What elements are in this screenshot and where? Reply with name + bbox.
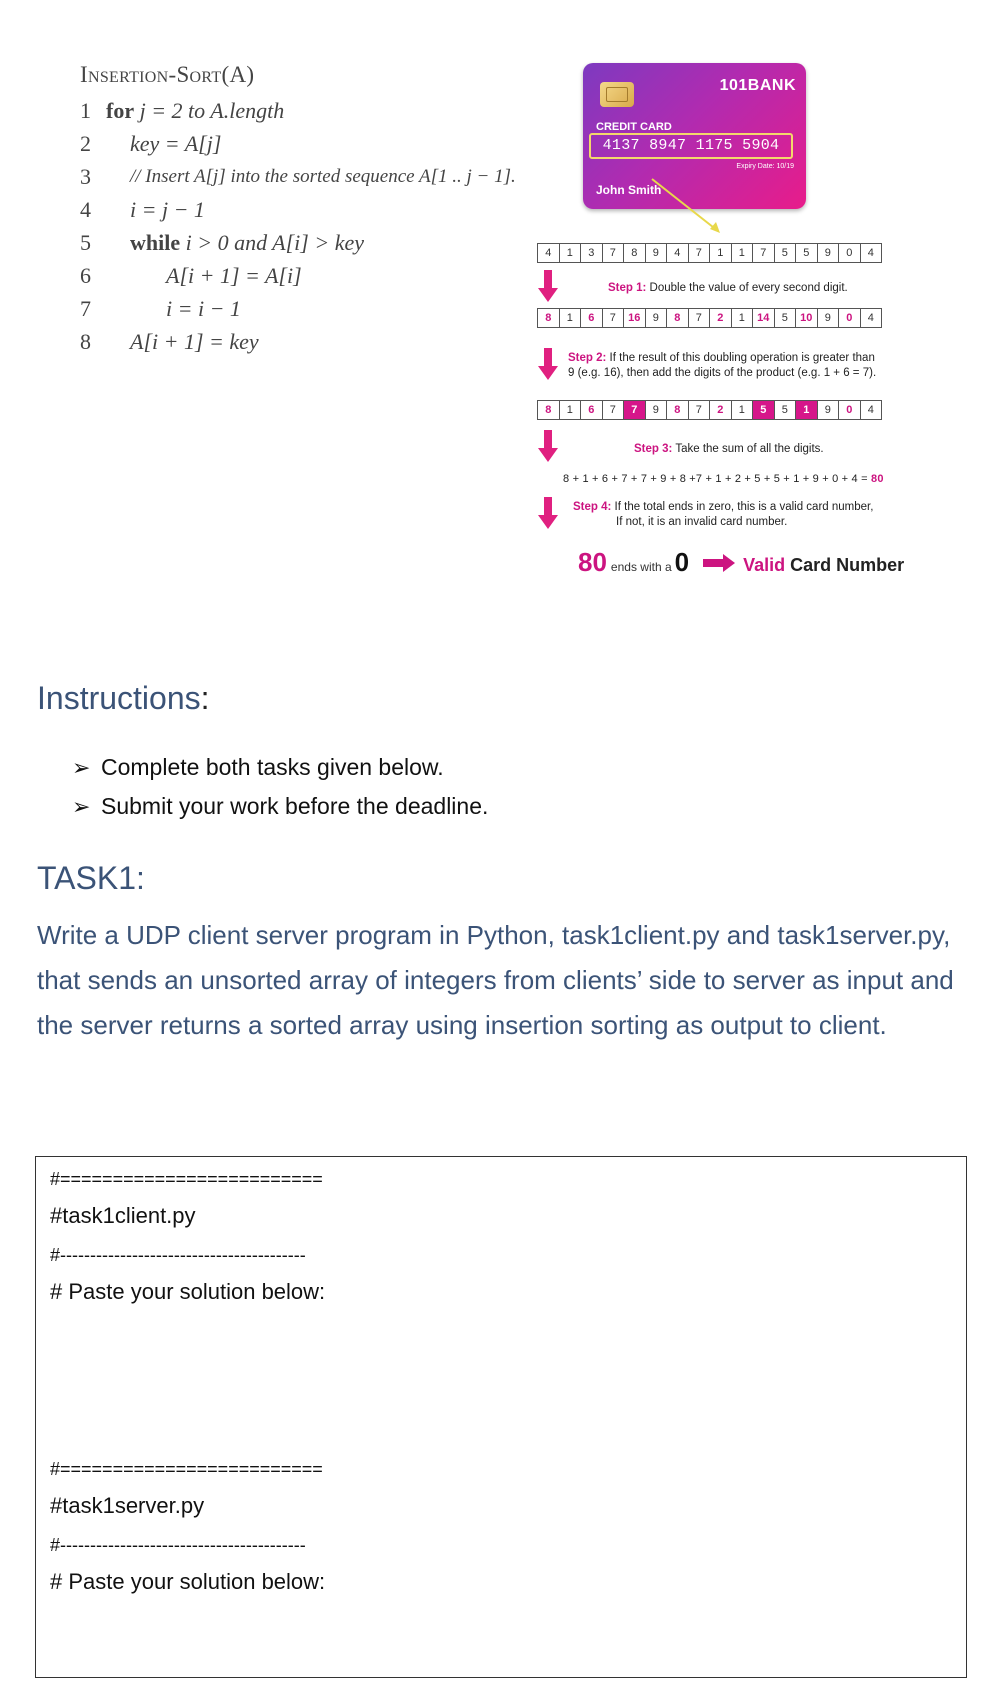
digit-cell: 6 [580,308,603,328]
step1-text: Step 1: Double the value of every second digit. [608,282,848,294]
digit-cell: 8 [666,308,689,328]
digit-cell: 14 [752,308,775,328]
digit-cell: 4 [860,243,883,263]
digit-cell: 7 [602,400,625,420]
digit-cell: 3 [580,243,603,263]
digit-cell: 7 [688,400,711,420]
insertion-sort-pseudocode [80,62,516,358]
line-code: for j = 2 to A.length [106,98,285,123]
rule-line: #========================= [50,1169,323,1189]
line-number: 7 [80,296,91,321]
pseudocode-line [80,127,500,160]
pseudocode-line [80,226,500,259]
digit-cell: 9 [645,243,668,263]
digit-cell: 5 [795,243,818,263]
step4-text: Step 4: If the total ends in zero, this is a valid card number, If not, it is an invalid card number. [573,501,874,528]
digit-cell: 0 [838,308,861,328]
line-code: i = i − 1 [166,296,241,321]
digit-cell: 7 [752,243,775,263]
digit-cell: 2 [709,308,732,328]
result-ends-text: ends with a [610,560,672,574]
arrow-bullet-icon: ➢ [72,794,91,819]
digit-cell: 0 [838,400,861,420]
down-arrow-icon [538,348,558,380]
digit-cell: 4 [666,243,689,263]
list-item: ➢ Submit your work before the deadline. [72,787,488,826]
down-arrow-icon [538,430,558,462]
digit-cell: 9 [817,400,840,420]
line-number: 1 [80,98,91,123]
rule-line: #----------------------------------------- [50,1245,306,1265]
pseudocode-title: Insertion-Sort(A) [80,62,255,87]
digit-cell: 1 [709,243,732,263]
luhn-result [578,547,904,578]
instructions-list [72,748,488,826]
task1-heading: TASK1: [37,860,145,896]
pseudocode-line [80,325,500,358]
digit-cell: 1 [795,400,818,420]
line-code: while i > 0 and A[i] > key [130,230,364,255]
client-file-label: #task1client.py [50,1203,196,1228]
digit-cell: 7 [688,243,711,263]
digit-cell: 9 [817,308,840,328]
paste-solution-server: # Paste your solution below: [50,1569,326,1594]
digit-cell: 4 [860,400,883,420]
digit-sum-expression: 8 + 1 + 6 + 7 + 7 + 9 + 8 +7 + 1 + 2 + 5 + 5 + 1 + 9 + 0 + 4 = 80 [563,473,884,485]
pseudocode-line [80,94,500,127]
card-number: 4137 8947 1175 5904 [589,133,793,159]
right-arrow-icon [703,554,735,572]
list-item: ➢ Complete both tasks given below. [72,748,488,787]
rule-line: #----------------------------------------- [50,1535,306,1555]
digit-cell: 16 [623,308,646,328]
card-chip-icon [600,82,634,107]
digit-cell: 1 [559,243,582,263]
digit-cell: 2 [709,400,732,420]
digit-cell: 7 [602,308,625,328]
pseudocode-line [80,193,500,226]
down-arrow-icon [538,497,558,529]
digit-cell: 4 [860,308,883,328]
task1-description: Write a UDP client server program in Python, task1client.py and task1server.py, that sends an unsorted array of integers from clients’ side to server as input and the server returns a sorted array using insertion sorting as output to client. [37,920,954,1040]
digit-cell: 1 [559,400,582,420]
digit-cell: 4 [537,243,560,263]
pseudocode-line [80,292,500,325]
digit-cell: 5 [774,308,797,328]
digit-cell: 7 [602,243,625,263]
pseudocode-line [80,259,500,292]
line-number: 8 [80,329,91,354]
digits-row-reduced [538,400,882,420]
digit-cell: 9 [645,308,668,328]
digit-cell: 1 [731,243,754,263]
digit-cell: 0 [838,243,861,263]
digit-cell: 5 [774,400,797,420]
card-type: CREDIT CARD [596,121,672,133]
digits-row-doubled [538,308,882,328]
line-number: 5 [80,230,91,255]
line-code: // Insert A[j] into the sorted sequence A[1 .. j − 1]. [130,166,516,187]
pseudocode-line [80,160,516,193]
bank-name: 101BANK [719,77,796,94]
line-number: 3 [80,164,91,189]
line-number: 2 [80,131,91,156]
digit-cell: 8 [537,400,560,420]
down-arrow-icon [538,270,558,302]
digit-cell: 10 [795,308,818,328]
digit-cell: 7 [623,400,646,420]
digit-cell: 1 [731,400,754,420]
digit-cell: 9 [645,400,668,420]
card-expiry: Expiry Date: 10/19 [736,163,794,170]
digit-cell: 8 [666,400,689,420]
line-code: A[i + 1] = A[i] [166,263,302,288]
digit-cell: 7 [688,308,711,328]
step3-text: Step 3: Take the sum of all the digits. [634,443,824,455]
digit-cell: 8 [623,243,646,263]
digit-cell: 5 [752,400,775,420]
digit-cell: 9 [817,243,840,263]
instructions-heading: Instructions: [37,680,210,716]
line-number: 4 [80,197,91,222]
line-code: key = A[j] [130,131,222,156]
digit-cell: 6 [580,400,603,420]
arrow-bullet-icon: ➢ [72,755,91,780]
step2-text: Step 2: If the result of this doubling operation is greater than 9 (e.g. 16), then add the digits of the product (e.g. 1 + 6 = 7). [568,352,877,379]
digit-cell: 8 [537,308,560,328]
paste-solution-client: # Paste your solution below: [50,1279,326,1304]
rule-line: #========================= [50,1459,323,1479]
line-code: i = j − 1 [130,197,205,222]
solution-box[interactable] [35,1156,967,1678]
server-file-label: #task1server.py [50,1493,205,1518]
digit-cell: 5 [774,243,797,263]
digit-cell: 1 [731,308,754,328]
digits-row-original [538,243,882,263]
result-valid: Valid [743,555,786,575]
result-zero: 0 [674,547,690,577]
result-card-number-label: Card Number [790,555,905,575]
card-holder: John Smith [596,183,662,197]
digit-cell: 1 [559,308,582,328]
line-code: A[i + 1] = key [130,329,259,354]
card-pointer-arrow-icon [648,175,728,235]
line-number: 6 [80,263,91,288]
result-sum: 80 [578,547,607,577]
